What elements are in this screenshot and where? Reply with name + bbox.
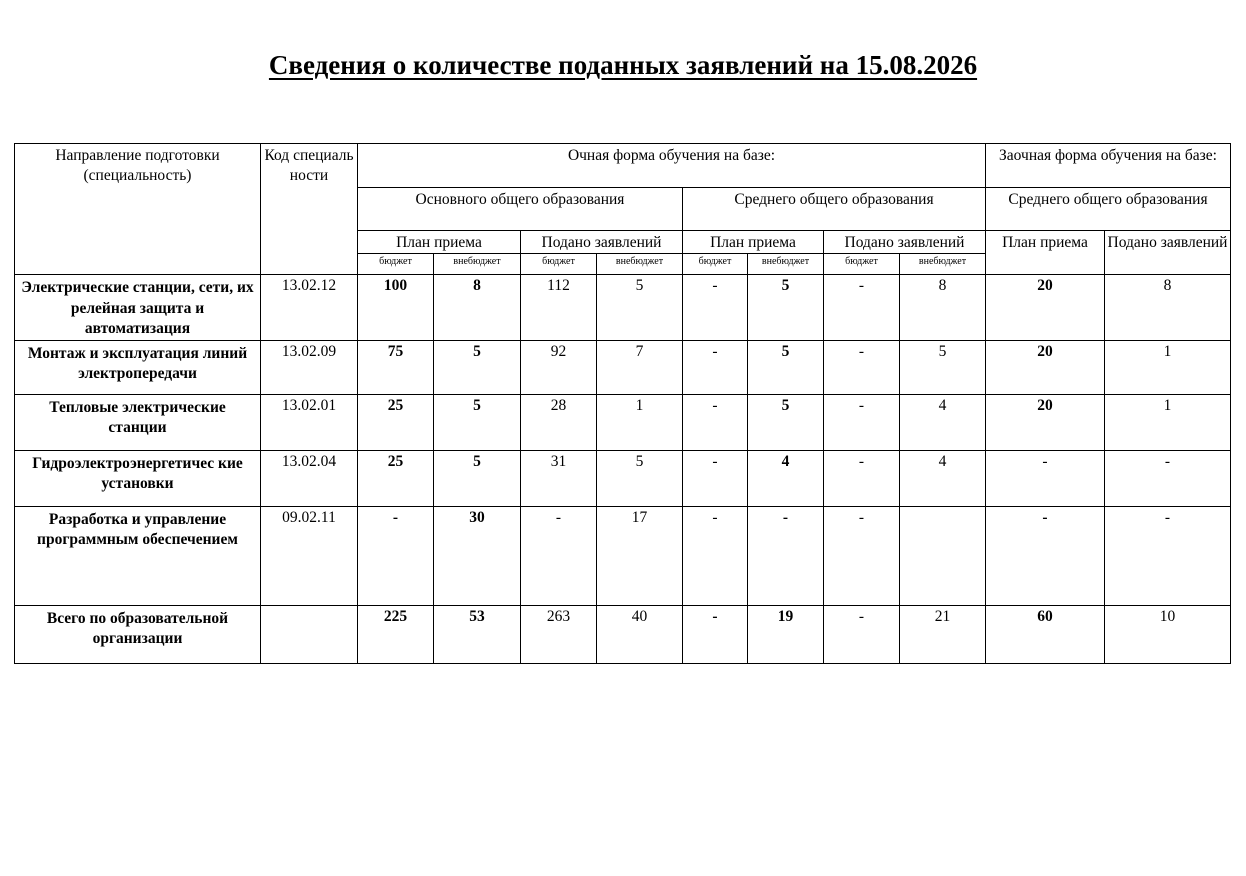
cell-value: - — [824, 506, 900, 605]
header-submitted: Подано заявлений — [521, 231, 683, 254]
cell-value: - — [521, 506, 597, 605]
cell-value: 225 — [358, 605, 434, 663]
header-basic-general: Основного общего образования — [358, 188, 683, 231]
cell-value: 4 — [900, 450, 986, 506]
header-row-1 — [15, 144, 1231, 188]
cell-value: 53 — [434, 605, 521, 663]
cell-value: 1 — [1105, 340, 1231, 394]
cell-value: 1 — [597, 394, 683, 450]
cell-value: 7 — [597, 340, 683, 394]
row-direction: Тепловые электрические станции — [15, 394, 261, 450]
cell-value: 60 — [986, 605, 1105, 663]
row-code — [261, 605, 358, 663]
cell-value: - — [683, 340, 748, 394]
cell-value: - — [1105, 506, 1231, 605]
document-title — [0, 50, 1246, 81]
header-secondary-general: Среднего общего образования — [683, 188, 986, 231]
cell-value: - — [824, 340, 900, 394]
header-extrabudget: внебюджет — [434, 254, 521, 275]
header-code: Код специаль ности — [261, 144, 358, 275]
header-budget: бюджет — [358, 254, 434, 275]
cell-value: 5 — [434, 394, 521, 450]
table-row-total — [15, 605, 1231, 663]
cell-value: - — [824, 450, 900, 506]
cell-value: 17 — [597, 506, 683, 605]
cell-value: - — [683, 506, 748, 605]
document-title-text: Сведения о количестве поданных заявлений на 15.08.2026 — [268, 50, 978, 80]
table-row — [15, 506, 1231, 605]
cell-value: 28 — [521, 394, 597, 450]
header-extrabudget: внебюджет — [900, 254, 986, 275]
cell-value — [900, 506, 986, 605]
cell-value: - — [986, 450, 1105, 506]
cell-value: 5 — [597, 450, 683, 506]
header-budget: бюджет — [521, 254, 597, 275]
cell-value: - — [986, 506, 1105, 605]
cell-value: - — [824, 394, 900, 450]
cell-value: 10 — [1105, 605, 1231, 663]
cell-value: 5 — [434, 340, 521, 394]
cell-value: 100 — [358, 275, 434, 341]
cell-value: - — [824, 605, 900, 663]
cell-value: 92 — [521, 340, 597, 394]
row-direction: Гидроэлектроэнергетичес кие установки — [15, 450, 261, 506]
table-row — [15, 275, 1231, 341]
cell-value: 8 — [900, 275, 986, 341]
applications-table — [14, 143, 1231, 664]
cell-value: - — [683, 275, 748, 341]
cell-value: - — [748, 506, 824, 605]
header-part-time: Заочная форма обучения на базе: — [986, 144, 1231, 188]
cell-value: - — [358, 506, 434, 605]
header-extrabudget: внебюджет — [748, 254, 824, 275]
row-code: 13.02.04 — [261, 450, 358, 506]
cell-value: 5 — [900, 340, 986, 394]
cell-value: 5 — [748, 340, 824, 394]
cell-value: 5 — [434, 450, 521, 506]
header-budget: бюджет — [683, 254, 748, 275]
cell-value: 20 — [986, 275, 1105, 341]
row-direction: Разработка и управление программным обеспечением — [15, 506, 261, 605]
row-direction: Монтаж и эксплуатация линий электропередачи — [15, 340, 261, 394]
cell-value: 21 — [900, 605, 986, 663]
cell-value: 20 — [986, 394, 1105, 450]
row-direction: Всего по образовательной организации — [15, 605, 261, 663]
cell-value: - — [683, 394, 748, 450]
header-budget: бюджет — [824, 254, 900, 275]
cell-value: 4 — [900, 394, 986, 450]
cell-value: 40 — [597, 605, 683, 663]
header-plan: План приема — [683, 231, 824, 254]
header-part-plan: План приема — [986, 231, 1105, 275]
cell-value: - — [683, 450, 748, 506]
cell-value: 25 — [358, 394, 434, 450]
table-row — [15, 394, 1231, 450]
cell-value: - — [683, 605, 748, 663]
cell-value: 31 — [521, 450, 597, 506]
table-row — [15, 340, 1231, 394]
header-submitted: Подано заявлений — [824, 231, 986, 254]
cell-value: 20 — [986, 340, 1105, 394]
row-direction: Электрические станции, сети, их релейная защита и автоматизация — [15, 275, 261, 341]
header-part-secondary-general: Среднего общего образования — [986, 188, 1231, 231]
cell-value: 1 — [1105, 394, 1231, 450]
cell-value: 5 — [748, 275, 824, 341]
header-part-submitted: Подано заявлений — [1105, 231, 1231, 275]
cell-value: 112 — [521, 275, 597, 341]
row-code: 13.02.12 — [261, 275, 358, 341]
cell-value: - — [1105, 450, 1231, 506]
cell-value: 4 — [748, 450, 824, 506]
header-plan: План приема — [358, 231, 521, 254]
cell-value: 263 — [521, 605, 597, 663]
table-row — [15, 450, 1231, 506]
header-direction: Направление подготовки (специальность) — [15, 144, 261, 275]
row-code: 13.02.09 — [261, 340, 358, 394]
row-code: 09.02.11 — [261, 506, 358, 605]
header-full-time: Очная форма обучения на базе: — [358, 144, 986, 188]
header-extrabudget: внебюджет — [597, 254, 683, 275]
cell-value: 8 — [1105, 275, 1231, 341]
cell-value: 8 — [434, 275, 521, 341]
cell-value: 5 — [597, 275, 683, 341]
cell-value: 75 — [358, 340, 434, 394]
row-code: 13.02.01 — [261, 394, 358, 450]
cell-value: 25 — [358, 450, 434, 506]
cell-value: 19 — [748, 605, 824, 663]
cell-value: 30 — [434, 506, 521, 605]
cell-value: 5 — [748, 394, 824, 450]
cell-value: - — [824, 275, 900, 341]
